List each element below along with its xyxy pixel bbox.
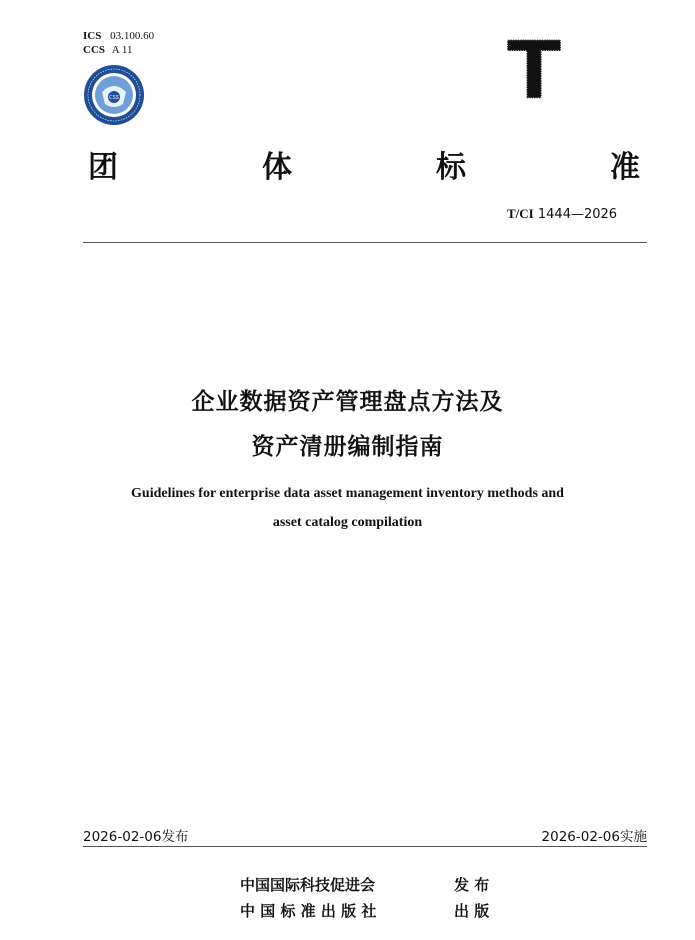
publisher-org: 中 国 标 准 出 版 社 — [240, 902, 377, 920]
footer-divider — [83, 846, 647, 847]
logo-text: CSS — [109, 95, 119, 101]
category-char-1: 团 — [88, 150, 118, 185]
title-cn-line2: 资产清册编制指南 — [251, 434, 444, 460]
standard-type-letter: T — [506, 34, 562, 106]
standard-prefix: T/CI — [507, 206, 534, 221]
header-divider — [83, 242, 647, 243]
ics-row — [83, 29, 154, 43]
ccs-label: CCS — [83, 44, 106, 56]
implement-date: 2026-02-06实施 — [541, 829, 647, 845]
ics-code: 03.100.60 — [110, 30, 155, 42]
ccs-code: A 11 — [111, 44, 133, 56]
category-char-3: 标 — [436, 150, 466, 185]
ccs-row — [83, 43, 154, 57]
title-cn-line1: 企业数据资产管理盘点方法及 — [191, 389, 504, 415]
issuer-org: 中国国际科技促进会 — [240, 876, 376, 894]
issuer-action: 发 布 — [454, 876, 490, 894]
publisher-action: 出 版 — [454, 902, 490, 920]
title-en-line2: asset catalog compilation — [272, 515, 423, 530]
ics-label: ICS — [83, 30, 102, 42]
title-en-line1: Guidelines for enterprise data asset management inventory methods and — [131, 486, 564, 501]
organization-logo — [83, 64, 145, 126]
standard-type-mark — [505, 34, 563, 106]
category-char-2: 体 — [262, 150, 292, 185]
category-char-4: 准 — [610, 150, 640, 185]
standard-number-value: 1444—2026 — [537, 207, 618, 222]
issue-date: 2026-02-06发布 — [83, 829, 189, 845]
standard-number — [507, 206, 617, 222]
classification-codes — [83, 29, 154, 57]
